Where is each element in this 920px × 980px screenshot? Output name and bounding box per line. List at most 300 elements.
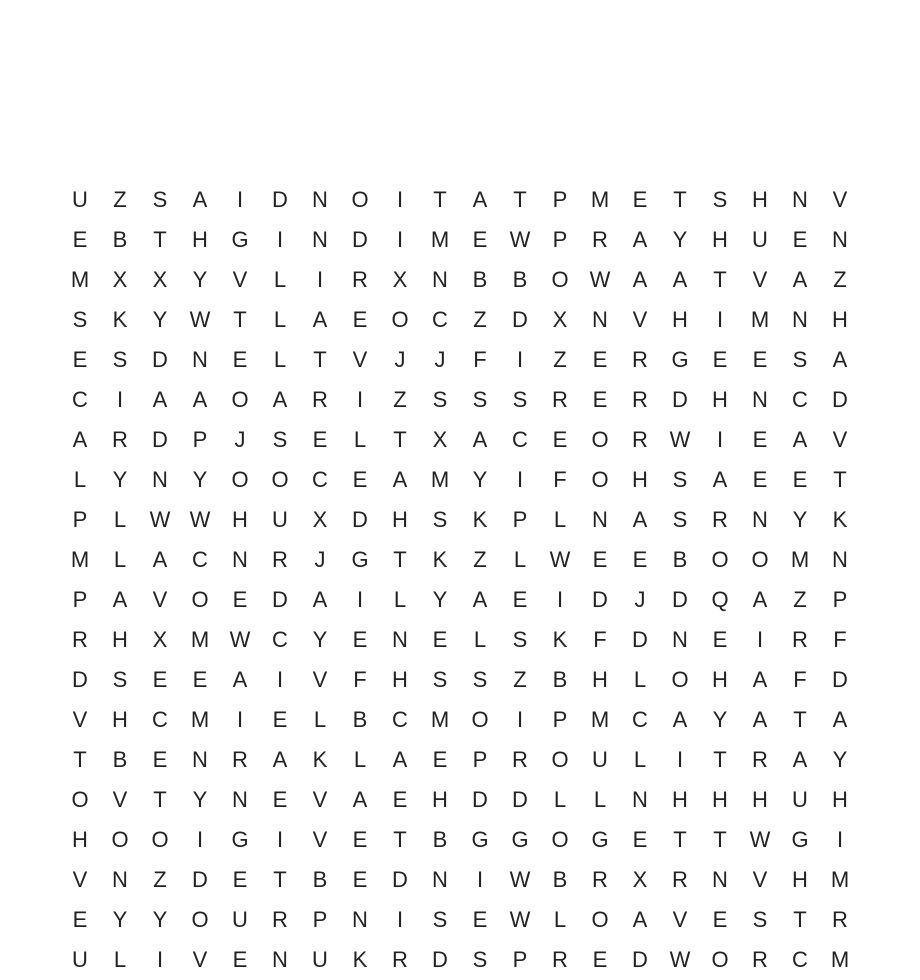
grid-letter[interactable]: R bbox=[632, 427, 648, 452]
grid-letter[interactable]: T bbox=[793, 907, 807, 932]
grid-letter[interactable]: T bbox=[393, 827, 407, 852]
grid-letter[interactable]: O bbox=[711, 547, 729, 572]
grid-letter[interactable]: H bbox=[112, 627, 128, 652]
grid-letter[interactable]: I bbox=[676, 747, 684, 772]
grid-letter[interactable]: Z bbox=[473, 307, 487, 332]
grid-letter[interactable]: S bbox=[512, 627, 528, 652]
grid-letter[interactable]: N bbox=[712, 867, 728, 892]
grid-letter[interactable]: O bbox=[231, 467, 249, 492]
grid-letter[interactable]: F bbox=[473, 347, 487, 372]
grid-letter[interactable]: S bbox=[432, 507, 448, 532]
grid-letter[interactable]: W bbox=[509, 227, 531, 252]
grid-letter[interactable]: I bbox=[516, 467, 524, 492]
grid-letter[interactable]: N bbox=[792, 187, 808, 212]
grid-letter[interactable]: E bbox=[352, 827, 368, 852]
grid-letter[interactable]: D bbox=[72, 667, 88, 692]
grid-letter[interactable]: T bbox=[273, 867, 287, 892]
grid-letter[interactable]: M bbox=[590, 707, 610, 732]
grid-letter[interactable]: N bbox=[152, 467, 168, 492]
grid-letter[interactable]: L bbox=[313, 707, 327, 732]
grid-letter[interactable]: T bbox=[833, 467, 847, 492]
grid-letter[interactable]: O bbox=[231, 387, 249, 412]
grid-letter[interactable]: O bbox=[551, 747, 569, 772]
grid-letter[interactable]: E bbox=[232, 347, 248, 372]
grid-letter[interactable]: R bbox=[712, 507, 728, 532]
grid-letter[interactable]: B bbox=[112, 227, 128, 252]
grid-letter[interactable]: A bbox=[832, 347, 848, 372]
grid-letter[interactable]: G bbox=[511, 827, 529, 852]
grid-letter[interactable]: S bbox=[432, 907, 448, 932]
grid-letter[interactable]: L bbox=[113, 507, 127, 532]
grid-letter[interactable]: A bbox=[352, 787, 368, 812]
grid-letter[interactable]: U bbox=[312, 947, 328, 972]
grid-letter[interactable]: E bbox=[352, 867, 368, 892]
grid-letter[interactable]: J bbox=[634, 587, 646, 612]
grid-letter[interactable]: E bbox=[272, 707, 288, 732]
grid-letter[interactable]: D bbox=[592, 587, 608, 612]
grid-letter[interactable]: U bbox=[752, 227, 768, 252]
grid-letter[interactable]: U bbox=[272, 507, 288, 532]
grid-letter[interactable]: T bbox=[673, 827, 687, 852]
grid-letter[interactable]: C bbox=[312, 467, 328, 492]
grid-letter[interactable]: C bbox=[152, 707, 168, 732]
grid-letter[interactable]: S bbox=[112, 667, 128, 692]
grid-letter[interactable]: Y bbox=[152, 907, 168, 932]
grid-letter[interactable]: W bbox=[749, 827, 771, 852]
grid-letter[interactable]: W bbox=[549, 547, 571, 572]
grid-letter[interactable]: O bbox=[591, 907, 609, 932]
grid-letter[interactable]: G bbox=[231, 227, 249, 252]
grid-letter[interactable]: U bbox=[72, 187, 88, 212]
grid-letter[interactable]: M bbox=[430, 467, 450, 492]
grid-letter[interactable]: A bbox=[312, 307, 328, 332]
grid-letter[interactable]: E bbox=[752, 347, 768, 372]
grid-letter[interactable]: T bbox=[393, 547, 407, 572]
grid-letter[interactable]: V bbox=[752, 267, 768, 292]
grid-letter[interactable]: P bbox=[472, 747, 488, 772]
grid-letter[interactable]: E bbox=[592, 947, 608, 972]
grid-letter[interactable]: G bbox=[791, 827, 809, 852]
grid-letter[interactable]: O bbox=[71, 787, 89, 812]
grid-letter[interactable]: E bbox=[712, 347, 728, 372]
grid-letter[interactable]: G bbox=[231, 827, 249, 852]
grid-letter[interactable]: G bbox=[471, 827, 489, 852]
grid-letter[interactable]: H bbox=[392, 667, 408, 692]
grid-letter[interactable]: E bbox=[232, 947, 248, 972]
grid-letter[interactable]: T bbox=[433, 187, 447, 212]
grid-letter[interactable]: F bbox=[793, 667, 807, 692]
grid-letter[interactable]: S bbox=[712, 187, 728, 212]
grid-letter[interactable]: V bbox=[632, 307, 648, 332]
grid-letter[interactable]: F bbox=[593, 627, 607, 652]
grid-letter[interactable]: Y bbox=[472, 467, 488, 492]
grid-letter[interactable]: Z bbox=[473, 547, 487, 572]
grid-letter[interactable]: K bbox=[832, 507, 848, 532]
grid-letter[interactable]: D bbox=[632, 627, 648, 652]
grid-letter[interactable]: A bbox=[72, 427, 88, 452]
grid-letter[interactable]: I bbox=[276, 827, 284, 852]
grid-letter[interactable]: P bbox=[192, 427, 208, 452]
grid-letter[interactable]: P bbox=[512, 947, 528, 972]
grid-letter[interactable]: O bbox=[551, 267, 569, 292]
grid-letter[interactable]: Y bbox=[712, 707, 728, 732]
grid-letter[interactable]: X bbox=[112, 267, 128, 292]
grid-letter[interactable]: E bbox=[752, 427, 768, 452]
grid-letter[interactable]: T bbox=[513, 187, 527, 212]
grid-letter[interactable]: S bbox=[112, 347, 128, 372]
grid-letter[interactable]: I bbox=[556, 587, 564, 612]
grid-letter[interactable]: I bbox=[396, 187, 404, 212]
grid-letter[interactable]: C bbox=[432, 307, 448, 332]
grid-letter[interactable]: B bbox=[552, 667, 568, 692]
grid-letter[interactable]: Z bbox=[113, 187, 127, 212]
grid-letter[interactable]: S bbox=[752, 907, 768, 932]
grid-letter[interactable]: N bbox=[312, 227, 328, 252]
grid-letter[interactable]: H bbox=[592, 667, 608, 692]
grid-letter[interactable]: N bbox=[232, 547, 248, 572]
grid-letter[interactable]: U bbox=[792, 787, 808, 812]
grid-letter[interactable]: E bbox=[72, 907, 88, 932]
grid-letter[interactable]: Z bbox=[553, 347, 567, 372]
grid-letter[interactable]: E bbox=[592, 387, 608, 412]
grid-letter[interactable]: G bbox=[351, 547, 369, 572]
grid-letter[interactable]: O bbox=[271, 467, 289, 492]
grid-letter[interactable]: A bbox=[232, 667, 248, 692]
grid-letter[interactable]: D bbox=[152, 347, 168, 372]
grid-letter[interactable]: A bbox=[272, 747, 288, 772]
grid-letter[interactable]: N bbox=[352, 907, 368, 932]
grid-letter[interactable]: M bbox=[590, 187, 610, 212]
grid-letter[interactable]: D bbox=[832, 387, 848, 412]
grid-letter[interactable]: Y bbox=[192, 267, 208, 292]
grid-letter[interactable]: R bbox=[752, 747, 768, 772]
grid-letter[interactable]: E bbox=[272, 787, 288, 812]
grid-letter[interactable]: W bbox=[669, 427, 691, 452]
grid-letter[interactable]: K bbox=[352, 947, 368, 972]
grid-letter[interactable]: Y bbox=[112, 907, 128, 932]
grid-letter[interactable]: I bbox=[276, 227, 284, 252]
grid-letter[interactable]: H bbox=[672, 787, 688, 812]
grid-letter[interactable]: W bbox=[189, 507, 211, 532]
grid-letter[interactable]: Z bbox=[833, 267, 847, 292]
grid-letter[interactable]: T bbox=[673, 187, 687, 212]
grid-letter[interactable]: T bbox=[73, 747, 87, 772]
grid-letter[interactable]: P bbox=[72, 507, 88, 532]
grid-letter[interactable]: U bbox=[232, 907, 248, 932]
grid-letter[interactable]: S bbox=[152, 187, 168, 212]
grid-letter[interactable]: I bbox=[236, 707, 244, 732]
grid-letter[interactable]: A bbox=[712, 467, 728, 492]
grid-letter[interactable]: M bbox=[190, 627, 210, 652]
grid-letter[interactable]: B bbox=[432, 827, 448, 852]
grid-letter[interactable]: H bbox=[192, 227, 208, 252]
grid-letter[interactable]: N bbox=[112, 867, 128, 892]
grid-letter[interactable]: K bbox=[112, 307, 128, 332]
grid-letter[interactable]: Y bbox=[152, 307, 168, 332]
grid-letter[interactable]: L bbox=[353, 747, 367, 772]
grid-letter[interactable]: H bbox=[672, 307, 688, 332]
grid-letter[interactable]: B bbox=[472, 267, 488, 292]
grid-letter[interactable]: V bbox=[312, 667, 328, 692]
grid-letter[interactable]: P bbox=[832, 587, 848, 612]
grid-letter[interactable]: O bbox=[711, 947, 729, 972]
grid-letter[interactable]: I bbox=[756, 627, 764, 652]
grid-letter[interactable]: S bbox=[72, 307, 88, 332]
grid-letter[interactable]: O bbox=[671, 667, 689, 692]
grid-letter[interactable]: L bbox=[113, 547, 127, 572]
grid-letter[interactable]: L bbox=[473, 627, 487, 652]
grid-letter[interactable]: T bbox=[153, 787, 167, 812]
grid-letter[interactable]: R bbox=[592, 867, 608, 892]
grid-letter[interactable]: E bbox=[712, 907, 728, 932]
grid-letter[interactable]: A bbox=[632, 267, 648, 292]
grid-letter[interactable]: A bbox=[312, 587, 328, 612]
grid-letter[interactable]: C bbox=[792, 947, 808, 972]
grid-letter[interactable]: X bbox=[632, 867, 648, 892]
grid-letter[interactable]: N bbox=[832, 227, 848, 252]
grid-letter[interactable]: E bbox=[712, 627, 728, 652]
grid-letter[interactable]: H bbox=[712, 787, 728, 812]
grid-letter[interactable]: A bbox=[832, 707, 848, 732]
grid-letter[interactable]: L bbox=[633, 667, 647, 692]
grid-letter[interactable]: L bbox=[273, 307, 287, 332]
grid-letter[interactable]: Y bbox=[792, 507, 808, 532]
grid-letter[interactable]: B bbox=[512, 267, 528, 292]
grid-letter[interactable]: V bbox=[312, 827, 328, 852]
grid-letter[interactable]: W bbox=[669, 947, 691, 972]
grid-letter[interactable]: A bbox=[752, 667, 768, 692]
grid-letter[interactable]: E bbox=[632, 187, 648, 212]
grid-letter[interactable]: B bbox=[552, 867, 568, 892]
grid-letter[interactable]: Z bbox=[513, 667, 527, 692]
grid-letter[interactable]: E bbox=[352, 627, 368, 652]
grid-letter[interactable]: X bbox=[392, 267, 408, 292]
grid-letter[interactable]: J bbox=[394, 347, 406, 372]
grid-letter[interactable]: C bbox=[392, 707, 408, 732]
grid-letter[interactable]: I bbox=[396, 907, 404, 932]
grid-letter[interactable]: H bbox=[712, 387, 728, 412]
grid-letter[interactable]: T bbox=[233, 307, 247, 332]
grid-letter[interactable]: I bbox=[316, 267, 324, 292]
grid-letter[interactable]: Y bbox=[672, 227, 688, 252]
grid-letter[interactable]: E bbox=[232, 587, 248, 612]
grid-letter[interactable]: H bbox=[232, 507, 248, 532]
grid-letter[interactable]: I bbox=[356, 587, 364, 612]
grid-letter[interactable]: E bbox=[392, 787, 408, 812]
grid-letter[interactable]: L bbox=[553, 507, 567, 532]
grid-letter[interactable]: W bbox=[509, 867, 531, 892]
grid-letter[interactable]: W bbox=[149, 507, 171, 532]
grid-letter[interactable]: D bbox=[192, 867, 208, 892]
grid-letter[interactable]: I bbox=[276, 667, 284, 692]
grid-letter[interactable]: M bbox=[750, 307, 770, 332]
grid-letter[interactable]: A bbox=[792, 747, 808, 772]
grid-letter[interactable]: Q bbox=[711, 587, 729, 612]
grid-letter[interactable]: A bbox=[672, 267, 688, 292]
grid-letter[interactable]: E bbox=[72, 347, 88, 372]
grid-letter[interactable]: B bbox=[112, 747, 128, 772]
grid-letter[interactable]: A bbox=[472, 427, 488, 452]
grid-letter[interactable]: W bbox=[229, 627, 251, 652]
grid-letter[interactable]: M bbox=[830, 947, 850, 972]
grid-letter[interactable]: D bbox=[152, 427, 168, 452]
grid-letter[interactable]: Y bbox=[112, 467, 128, 492]
grid-letter[interactable]: E bbox=[232, 867, 248, 892]
grid-letter[interactable]: E bbox=[792, 227, 808, 252]
grid-letter[interactable]: K bbox=[432, 547, 448, 572]
grid-letter[interactable]: A bbox=[472, 187, 488, 212]
grid-letter[interactable]: A bbox=[752, 707, 768, 732]
grid-letter[interactable]: N bbox=[752, 507, 768, 532]
grid-letter[interactable]: E bbox=[72, 227, 88, 252]
grid-letter[interactable]: D bbox=[432, 947, 448, 972]
grid-letter[interactable]: H bbox=[752, 787, 768, 812]
grid-letter[interactable]: S bbox=[472, 387, 488, 412]
grid-letter[interactable]: A bbox=[152, 547, 168, 572]
grid-letter[interactable]: I bbox=[836, 827, 844, 852]
grid-letter[interactable]: D bbox=[672, 587, 688, 612]
grid-letter[interactable]: I bbox=[716, 427, 724, 452]
grid-letter[interactable]: X bbox=[152, 627, 168, 652]
grid-letter[interactable]: O bbox=[111, 827, 129, 852]
grid-letter[interactable]: E bbox=[592, 347, 608, 372]
grid-letter[interactable]: L bbox=[593, 787, 607, 812]
grid-letter[interactable]: H bbox=[112, 707, 128, 732]
grid-letter[interactable]: R bbox=[512, 747, 528, 772]
grid-letter[interactable]: Y bbox=[832, 747, 848, 772]
grid-letter[interactable]: R bbox=[752, 947, 768, 972]
grid-letter[interactable]: L bbox=[113, 947, 127, 972]
grid-letter[interactable]: T bbox=[313, 347, 327, 372]
grid-letter[interactable]: A bbox=[672, 707, 688, 732]
grid-letter[interactable]: L bbox=[633, 747, 647, 772]
grid-letter[interactable]: R bbox=[672, 867, 688, 892]
grid-letter[interactable]: S bbox=[432, 667, 448, 692]
grid-letter[interactable]: V bbox=[192, 947, 208, 972]
grid-letter[interactable]: U bbox=[592, 747, 608, 772]
grid-letter[interactable]: X bbox=[312, 507, 328, 532]
grid-letter[interactable]: C bbox=[272, 627, 288, 652]
grid-letter[interactable]: C bbox=[192, 547, 208, 572]
grid-letter[interactable]: I bbox=[396, 227, 404, 252]
grid-letter[interactable]: E bbox=[152, 667, 168, 692]
grid-letter[interactable]: D bbox=[472, 787, 488, 812]
grid-letter[interactable]: F bbox=[833, 627, 847, 652]
grid-letter[interactable]: G bbox=[671, 347, 689, 372]
grid-letter[interactable]: S bbox=[672, 507, 688, 532]
grid-letter[interactable]: A bbox=[272, 387, 288, 412]
grid-letter[interactable]: I bbox=[156, 947, 164, 972]
grid-letter[interactable]: R bbox=[272, 547, 288, 572]
grid-letter[interactable]: H bbox=[712, 227, 728, 252]
grid-letter[interactable]: Y bbox=[192, 467, 208, 492]
grid-letter[interactable]: V bbox=[832, 427, 848, 452]
grid-letter[interactable]: E bbox=[632, 547, 648, 572]
grid-letter[interactable]: S bbox=[272, 427, 288, 452]
grid-letter[interactable]: V bbox=[232, 267, 248, 292]
grid-letter[interactable]: J bbox=[314, 547, 326, 572]
grid-letter[interactable]: N bbox=[792, 307, 808, 332]
grid-letter[interactable]: I bbox=[516, 347, 524, 372]
grid-letter[interactable]: R bbox=[792, 627, 808, 652]
grid-letter[interactable]: N bbox=[272, 947, 288, 972]
grid-letter[interactable]: L bbox=[353, 427, 367, 452]
grid-letter[interactable]: M bbox=[190, 707, 210, 732]
grid-letter[interactable]: L bbox=[73, 467, 87, 492]
grid-letter[interactable]: R bbox=[632, 347, 648, 372]
grid-letter[interactable]: L bbox=[553, 787, 567, 812]
grid-letter[interactable]: H bbox=[712, 667, 728, 692]
grid-letter[interactable]: P bbox=[72, 587, 88, 612]
grid-letter[interactable]: F bbox=[553, 467, 567, 492]
grid-letter[interactable]: A bbox=[632, 227, 648, 252]
grid-letter[interactable]: E bbox=[352, 467, 368, 492]
grid-letter[interactable]: O bbox=[151, 827, 169, 852]
grid-letter[interactable]: W bbox=[589, 267, 611, 292]
grid-letter[interactable]: R bbox=[632, 387, 648, 412]
grid-letter[interactable]: R bbox=[352, 267, 368, 292]
grid-letter[interactable]: I bbox=[236, 187, 244, 212]
grid-letter[interactable]: V bbox=[72, 707, 88, 732]
grid-letter[interactable]: E bbox=[472, 907, 488, 932]
grid-letter[interactable]: Y bbox=[432, 587, 448, 612]
grid-letter[interactable]: P bbox=[552, 187, 568, 212]
grid-letter[interactable]: L bbox=[393, 587, 407, 612]
grid-letter[interactable]: R bbox=[72, 627, 88, 652]
grid-letter[interactable]: O bbox=[471, 707, 489, 732]
grid-letter[interactable]: D bbox=[272, 587, 288, 612]
grid-letter[interactable]: J bbox=[234, 427, 246, 452]
grid-letter[interactable]: T bbox=[793, 707, 807, 732]
grid-letter[interactable]: D bbox=[832, 667, 848, 692]
grid-letter[interactable]: B bbox=[352, 707, 368, 732]
grid-letter[interactable]: N bbox=[392, 627, 408, 652]
grid-letter[interactable]: V bbox=[112, 787, 128, 812]
grid-letter[interactable]: E bbox=[592, 547, 608, 572]
grid-letter[interactable]: A bbox=[392, 747, 408, 772]
grid-letter[interactable]: N bbox=[432, 867, 448, 892]
grid-letter[interactable]: E bbox=[312, 427, 328, 452]
grid-letter[interactable]: O bbox=[351, 187, 369, 212]
grid-letter[interactable]: K bbox=[312, 747, 328, 772]
grid-letter[interactable]: E bbox=[552, 427, 568, 452]
grid-letter[interactable]: Z bbox=[153, 867, 167, 892]
grid-letter[interactable]: P bbox=[552, 227, 568, 252]
grid-letter[interactable]: H bbox=[392, 507, 408, 532]
grid-letter[interactable]: H bbox=[72, 827, 88, 852]
grid-letter[interactable]: N bbox=[632, 787, 648, 812]
grid-letter[interactable]: B bbox=[672, 547, 688, 572]
grid-letter[interactable]: E bbox=[352, 307, 368, 332]
grid-letter[interactable]: A bbox=[152, 387, 168, 412]
grid-letter[interactable]: N bbox=[232, 787, 248, 812]
grid-letter[interactable]: D bbox=[392, 867, 408, 892]
grid-letter[interactable]: K bbox=[552, 627, 568, 652]
grid-letter[interactable]: A bbox=[192, 187, 208, 212]
grid-letter[interactable]: H bbox=[792, 867, 808, 892]
grid-letter[interactable]: I bbox=[116, 387, 124, 412]
grid-letter[interactable]: E bbox=[792, 467, 808, 492]
grid-letter[interactable]: N bbox=[832, 547, 848, 572]
grid-letter[interactable]: C bbox=[512, 427, 528, 452]
grid-letter[interactable]: D bbox=[272, 187, 288, 212]
grid-letter[interactable]: O bbox=[191, 907, 209, 932]
grid-letter[interactable]: W bbox=[509, 907, 531, 932]
grid-letter[interactable]: V bbox=[752, 867, 768, 892]
grid-letter[interactable]: X bbox=[432, 427, 448, 452]
grid-letter[interactable]: S bbox=[472, 947, 488, 972]
grid-letter[interactable]: W bbox=[189, 307, 211, 332]
